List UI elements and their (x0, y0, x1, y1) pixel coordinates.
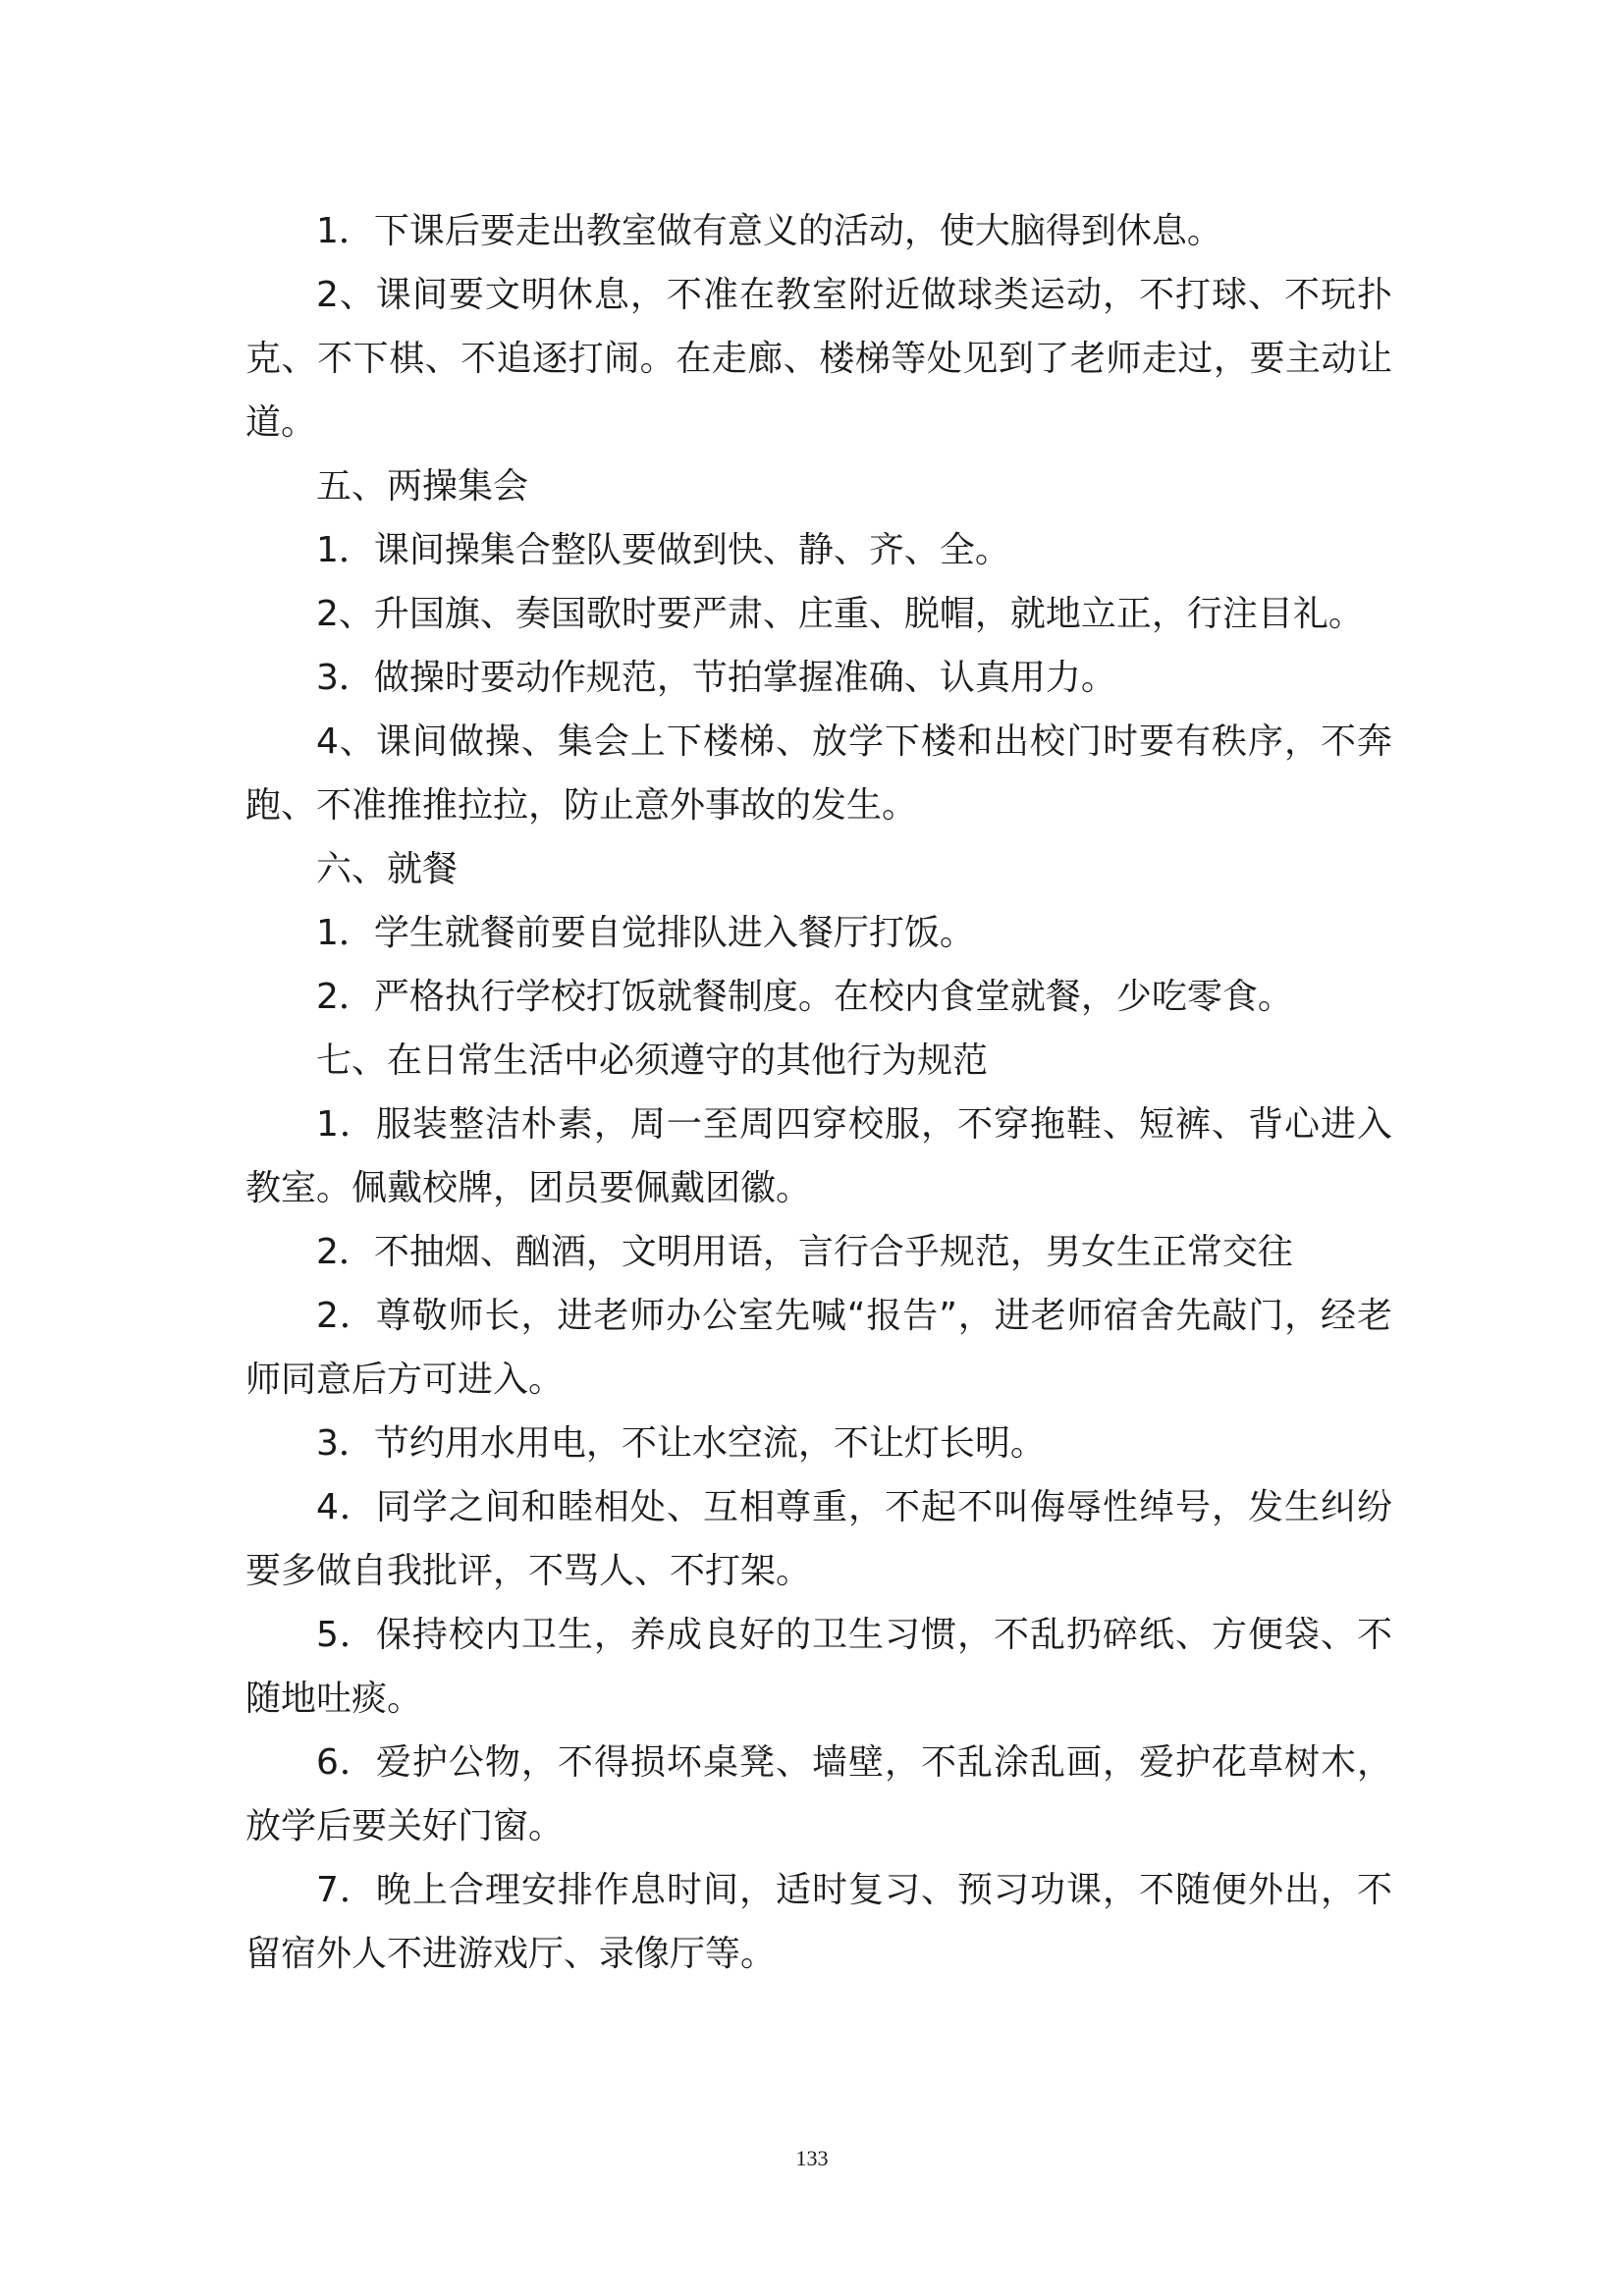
paragraph: 2、升国旗、奏国歌时要严肃、庄重、脱帽，就地立正，行注目礼。 (316, 594, 1364, 634)
section-heading: 五、两操集会 (316, 466, 529, 507)
paragraph: 6．爱护公物，不得损坏桌凳、墙壁，不乱涂乱画，爱护花草树木，放学后要关好门窗。 (245, 1742, 1392, 1846)
paragraph: 7．晚上合理安排作息时间，适时复习、预习功课，不随便外出，不留宿外人不进游戏厅、录像厅等。 (245, 1870, 1392, 1974)
paragraph: 4、课间做操、集会上下楼梯、放学下楼和出校门时要有秩序，不奔跑、不准推推拉拉，防止意外事故的发生。 (245, 721, 1392, 826)
paragraph: 1．学生就餐前要自觉排队进入餐厅打饭。 (316, 913, 975, 953)
paragraph: 1．下课后要走出教室做有意义的活动，使大脑得到休息。 (316, 211, 1222, 251)
paragraph: 1．服装整洁朴素，周一至周四穿校服，不穿拖鞋、短裤、背心进入教室。佩戴校牌，团员要佩戴团徽。 (245, 1104, 1392, 1208)
paragraph: 4．同学之间和睦相处、互相尊重，不起不叫侮辱性绰号，发生纠纷要多做自我批评，不骂人、不打架。 (245, 1487, 1392, 1591)
paragraph: 3．做操时要动作规范，节拍掌握准确、认真用力。 (316, 658, 1116, 698)
section-heading: 七、在日常生活中必须遵守的其他行为规范 (316, 1041, 989, 1081)
section-heading: 六、就餐 (316, 849, 459, 889)
page-number: 133 (795, 2146, 829, 2170)
paragraph: 1．课间操集合整队要做到快、静、齐、全。 (316, 530, 1010, 570)
paragraph: 5．保持校内卫生，养成良好的卫生习惯，不乱扔碎纸、方便袋、不随地吐痰。 (245, 1615, 1392, 1719)
paragraph: 3．节约用水用电，不让水空流，不让灯长明。 (316, 1423, 1046, 1464)
paragraph: 2、课间要文明休息，不准在教室附近做球类运动，不打球、不玩扑克、不下棋、不追逐打闹。在走廊、楼梯等处见到了老师走过，要主动让道。 (245, 275, 1392, 443)
body-text (245, 199, 1392, 1986)
paragraph: 2．严格执行学校打饭就餐制度。在校内食堂就餐，少吃零食。 (316, 977, 1293, 1017)
paragraph: 2．不抽烟、酗酒，文明用语，言行合乎规范，男女生正常交往 (316, 1232, 1293, 1272)
paragraph: 2．尊敬师长，进老师办公室先喊“报告”，进老师宿舍先敲门，经老师同意后方可进入。 (245, 1296, 1392, 1400)
